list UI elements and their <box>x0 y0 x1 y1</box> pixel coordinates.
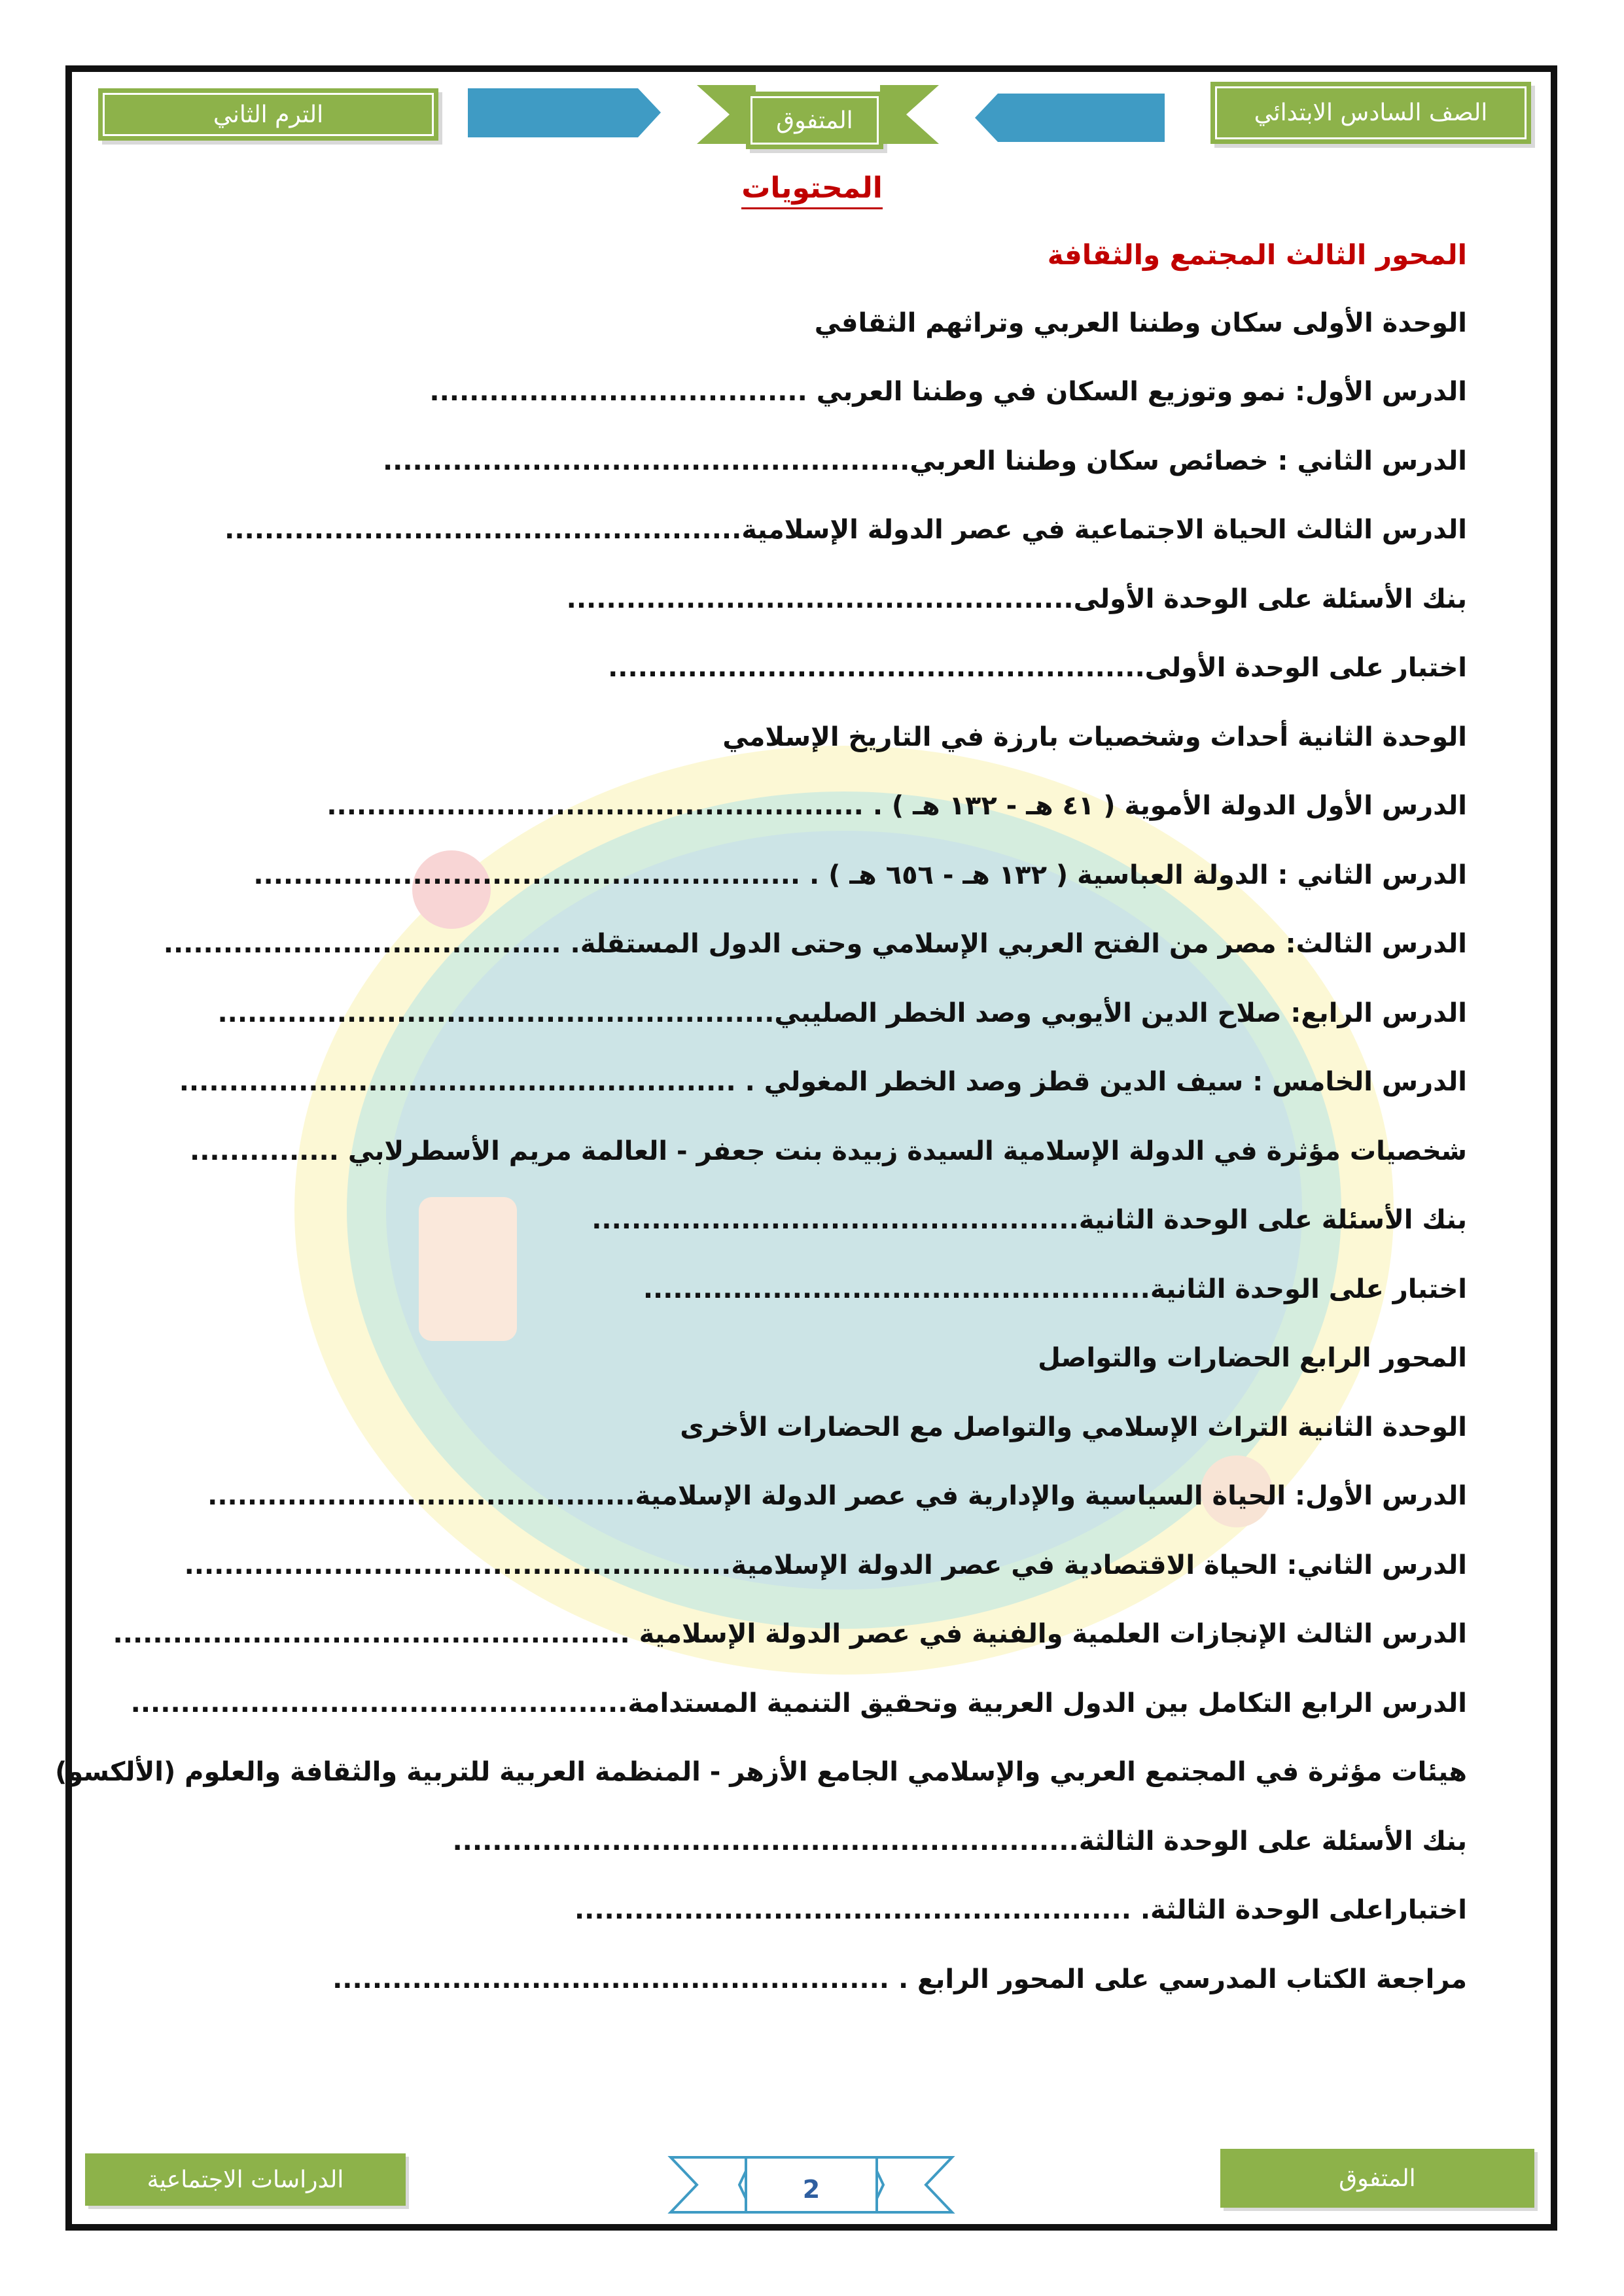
contents-row <box>179 1067 1467 1097</box>
header-grade-text: الصف السادس الابتدائي <box>1254 99 1488 126</box>
contents-row <box>591 1205 1467 1235</box>
contents-row-title: هيئات مؤثرة في المجتمع العربي والإسلامي الجامع الأزهر - المنظمة العربية للتربية والثقافة والعلوم (الألكسو) <box>55 1757 1467 1787</box>
header-blue-arrow-left <box>468 85 664 141</box>
contents-row-title: المحور الرابع الحضارات والتواصل <box>1038 1343 1467 1373</box>
page-number: 2 <box>802 2175 821 2204</box>
contents-row-title: الدرس الأول: الحياة السياسية والإدارية في عصر الدولة الإسلامية <box>635 1481 1467 1511</box>
contents-row <box>224 515 1467 545</box>
contents-row-leader: ................................................... <box>113 1619 620 1649</box>
contents-row-leader: ........................................... <box>207 1481 635 1511</box>
contents-row <box>131 1688 1467 1718</box>
contents-row <box>608 653 1467 683</box>
contents-row-leader: ................................................. <box>591 1205 1079 1235</box>
contents-row <box>1048 239 1467 271</box>
contents-row <box>164 929 1467 959</box>
contents-row-leader: ....................................................... <box>217 998 765 1028</box>
contents-row-title: شخصيات مؤثرة في الدولة الإسلامية السيدة زبيدة بنت جعفر - العالمة مريم الأسطرلابي <box>347 1136 1467 1166</box>
contents-row-title: اختبار على الوحدة الثانية <box>1150 1274 1467 1304</box>
contents-row-title: الدرس الأول: نمو وتوزيع السكان في وطننا العربي <box>816 377 1467 407</box>
contents-row <box>332 1964 1467 1994</box>
contents-row-title: مراجعة الكتاب المدرسي على المحور الرابع . <box>898 1964 1467 1994</box>
contents-row-title: الدرس الرابع التكامل بين الدول العربية وتحقيق التنمية المستدامة <box>627 1688 1467 1718</box>
page-title <box>0 171 1624 205</box>
footer-subject-label <box>85 2153 406 2206</box>
header-center-label <box>746 92 883 149</box>
contents-row <box>383 446 1467 476</box>
contents-row-leader: ........................................................ <box>574 1895 1140 1925</box>
contents-row-leader: ....................................................... <box>253 860 810 890</box>
contents-row-title: الوحدة الأولى سكان وطننا العربي وتراثهم الثقافي <box>814 307 1467 338</box>
footer-brand-label <box>1220 2149 1534 2208</box>
contents-row <box>113 1619 1467 1649</box>
contents-row-leader: ........................................ <box>163 929 571 959</box>
footer-subject-text: الدراسات الاجتماعية <box>147 2166 344 2193</box>
contents-row-title: الدرس الثالث الحياة الاجتماعية في عصر الدولة الإسلامية <box>741 515 1467 545</box>
contents-row-title: الدرس الثالث الإنجازات العلمية والفنية في عصر الدولة الإسلامية . <box>620 1619 1467 1649</box>
contents-row-leader: ...................................................... <box>327 791 873 821</box>
contents-row <box>253 860 1467 890</box>
contents-row <box>327 791 1467 821</box>
contents-row-leader: ................................................... <box>643 1274 1150 1304</box>
footer-brand-text: المتفوق <box>1339 2165 1416 2192</box>
contents-row <box>190 1136 1467 1166</box>
contents-row-title: بنك الأسئلة على الوحدة الأولى <box>1073 583 1467 614</box>
contents-row-title: الدرس الثاني: الحياة الاقتصادية في عصر الدولة الإسلامية <box>731 1550 1467 1580</box>
contents-row-title: الدرس الثاني : الدولة العباسية ( ١٣٢ هـ - ٦٥٦ هـ ) . <box>809 860 1467 890</box>
header-grade-label <box>1210 82 1531 144</box>
contents-row-leader: ...................................................... <box>608 653 1145 683</box>
contents-row <box>574 1895 1467 1925</box>
contents-row-leader: ........................................................ <box>179 1067 745 1097</box>
contents-row <box>185 1550 1467 1580</box>
contents-row-leader: ....................................................... <box>184 1550 732 1580</box>
contents-row-leader: ...................................... <box>429 377 817 407</box>
contents-row-leader: .................................................... <box>224 515 742 545</box>
contents-row-title: الدرس الرابع: صلاح الدين الأيوبي وصد الخطر الصليبي. <box>764 998 1467 1028</box>
contents-row-title: الوحدة الثانية التراث الإسلامي والتواصل مع الحضارات الأخرى <box>680 1412 1467 1442</box>
contents-row <box>1038 1343 1467 1373</box>
contents-row-title: اختباراعلى الوحدة الثالثة. <box>1140 1895 1467 1925</box>
contents-row <box>452 1826 1467 1856</box>
contents-row-title: الدرس الثاني : خصائص سكان وطننا العربي <box>909 445 1467 476</box>
contents-row-leader: ........................................................ <box>332 1964 898 1994</box>
contents-row-title: بنك الأسئلة على الوحدة الثالثة <box>1078 1826 1467 1856</box>
contents-row-leader: ..................................................... <box>382 445 910 476</box>
contents-row-title: الدرس الخامس : سيف الدين قطز وصد الخطر المغولي . <box>745 1067 1467 1097</box>
header-term-text: الترم الثاني <box>213 101 324 128</box>
header-center-text: المتفوق <box>776 107 853 134</box>
contents-row <box>207 1481 1467 1511</box>
contents-row-title: المحور الثالث المجتمع والثقافة <box>1047 239 1467 271</box>
contents-row-leader: .................................................. <box>130 1688 628 1718</box>
page-title-text: المحتويات <box>741 171 883 209</box>
contents-row <box>217 998 1467 1028</box>
contents-row <box>55 1757 1467 1787</box>
contents-row-leader: ............... <box>190 1136 348 1166</box>
header-blue-arrow-right <box>972 92 1168 144</box>
header-term-label <box>98 88 438 141</box>
contents-row-leader: ............................................................... <box>452 1826 1079 1856</box>
contents-row-title: الدرس الأول الدولة الأموية ( ٤١ هـ - ١٣٢ هـ ) . <box>872 791 1467 821</box>
contents-row <box>643 1274 1467 1304</box>
contents-row <box>680 1412 1467 1442</box>
contents-row-leader: ................................................... <box>566 583 1074 614</box>
contents-row-title: الدرس الثالث: مصر من الفتح العربي الإسلامي وحتى الدول المستقلة. <box>570 929 1467 959</box>
contents-row <box>567 584 1467 614</box>
contents-row-title: بنك الأسئلة على الوحدة الثانية <box>1078 1205 1467 1235</box>
header-chevron-right <box>874 78 945 150</box>
contents-row <box>815 308 1467 338</box>
contents-row-title: اختبار على الوحدة الأولى <box>1144 653 1467 683</box>
contents-row <box>722 722 1467 752</box>
contents-row-title: الوحدة الثانية أحداث وشخصيات بارزة في التاريخ الإسلامي <box>722 722 1467 752</box>
contents-row <box>429 377 1467 407</box>
